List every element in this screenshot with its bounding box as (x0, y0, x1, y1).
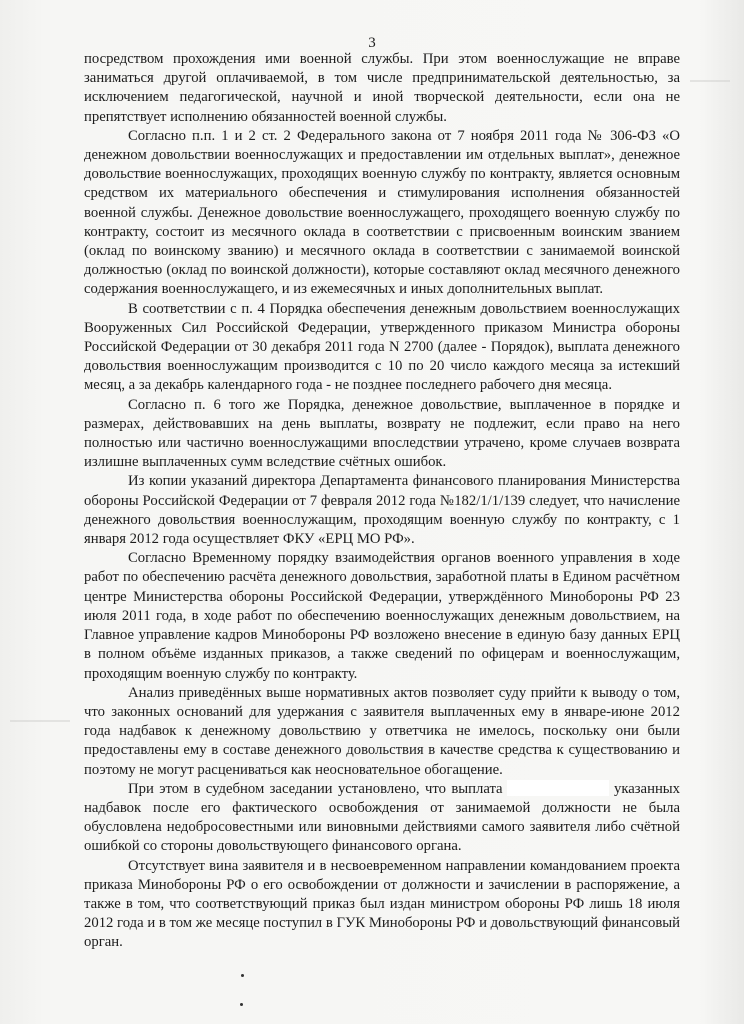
paragraph-court-finding (84, 780, 680, 857)
speck-mark (240, 1003, 243, 1006)
paragraph-continuation: посредством прохождения ими военной службы. При этом военнослужащие не вправе заниматься другой оплачиваемой, в том числе предпринимательской деятельностью, за исключением педагогической, научной и иной творческой деятельности, если она не препятствует исполнению обязанностей военной службы. (84, 51, 680, 125)
paragraph-court-finding-start: При этом в судебном заседании установлено, что выплата (128, 780, 503, 797)
paragraph-temporary-procedure: Согласно Временному порядку взаимодействия органов военного управления в ходе работ по обеспечению расчёта денежного довольствия, заработной платы в Едином расчётном центре Министерства обороны Российской Федерации, утверждённого Минобороны РФ 23 июля 2011 года, в ходе работ по обеспечению военнослужащих денежным довольствием, на Главное управление кадров Минобороны РФ возложено внесение в единую базу данных ЕРЦ в полном объёме изданных приказов, а также сведений по офицерам и военнослужащим, проходящим военную службу по контракту. (84, 550, 680, 682)
paragraph-no-fault: Отсутствует вина заявителя и в несвоевременном направлении командованием проекта приказа Минобороны РФ о его освобождении от должности и зачислении в распоряжение, а также в том, что соответствующий приказ был издан министром обороны РФ лишь 18 июля 2012 года и в том же месяце поступил в ГУК Минобороны РФ и довольствующий финансовый орган. (84, 857, 680, 951)
document-body (84, 50, 680, 953)
paragraph-no-refund: Согласно п. 6 того же Порядка, денежное довольствие, выплаченное в порядке и размерах, действовавших на день выплаты, возврату не подлежит, если право на него полностью или частично военнослужащими впоследствии утрачено, кроме случаев возврата излишне выплаченных сумм вследствие счётных ошибок. (84, 396, 680, 471)
paragraph-erc-instructions: Из копии указаний директора Департамента финансового планирования Министерства обороны Российской Федерации от 7 февраля 2012 года №182/1/1/139 следует, что начисление денежного довольствия военнослужащим, проходящим военную службу по контракту, с 1 января 2012 года осуществляет ФКУ «ЕРЦ МО РФ». (84, 473, 680, 548)
paragraph-payment-order: В соответствии с п. 4 Порядка обеспечения денежным довольствием военнослужащих Вооруженных Сил Российской Федерации, утвержденного приказом Министра обороны Российской Федерации от 30 декабря 2011 года N 2700 (далее - Порядок), выплата денежного довольствия военнослужащим производится с 10 по 20 число каждого месяца за истекший месяц, а за декабрь календарного года - не позднее последнего рабочего дня месяца. (84, 300, 680, 394)
show-through-mark (10, 720, 70, 722)
paragraph-analysis: Анализ приведённых выше нормативных актов позволяет суду прийти к выводу о том, что законных оснований для удержания с заявителя выплаченных ему в январе-июне 2012 года надбавок к денежному довольствию у ответчика не имелось, поскольку они были предоставлены ему в составе денежного довольствия в качестве средства к существованию и поэтому не могут расцениваться как неосновательное обогащение. (84, 684, 680, 778)
show-through-mark (690, 80, 730, 82)
speck-mark (241, 974, 244, 977)
redacted-name (507, 780, 609, 796)
paragraph-court-finding-end: указанных надбавок после его фактического освобождения от занимаемой должности не была обусловлена недобросовестными или виновными действиями самого заявителя либо счётной ошибкой со стороны довольствующего финансового органа. (84, 780, 681, 855)
paragraph-federal-law: Согласно п.п. 1 и 2 ст. 2 Федерального закона от 7 ноября 2011 года № 306-ФЗ «О денежном довольствии военнослужащих и предоставлении им отдельных выплат», денежное довольствие военнослужащих, проходящих военную службу по контракту, является основным средством их материального обеспечения и стимулирования исполнения обязанностей военной службы. Денежное довольствие военнослужащего, проходящего военную службу по контракту, состоит из месячного оклада в соответствии с присвоенным воинским званием (оклад по воинскому званию) и месячного оклада в соответствии с занимаемой воинской должностью (оклад по воинской должности), которые составляют оклад месячного денежного содержания военнослужащего, и из ежемесячных и иных дополнительных выплат. (84, 127, 680, 298)
page-number: 3 (368, 35, 376, 51)
